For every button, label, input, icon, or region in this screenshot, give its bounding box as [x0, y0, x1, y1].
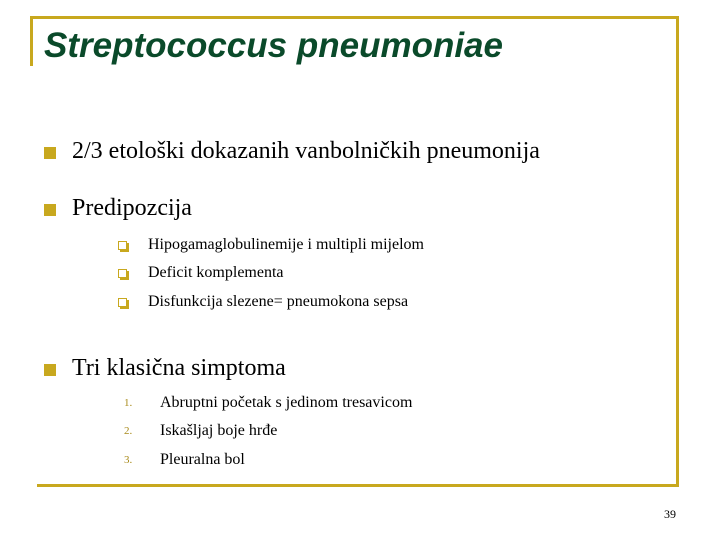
- item-number: 2.: [124, 425, 133, 437]
- bullet-text: Predipozcija: [72, 195, 192, 221]
- frame-right-line: [676, 16, 679, 486]
- page-number: 39: [664, 507, 676, 521]
- item-number: 1.: [124, 397, 133, 409]
- square-bullet-icon: [44, 364, 56, 376]
- numbered-text: Abruptni početak s jedinom tresavicom: [160, 394, 413, 411]
- item-number: 3.: [124, 454, 133, 466]
- numbered-text: Iskašljaj boje hrđe: [160, 422, 278, 439]
- bullet-text: Tri klasična simptoma: [72, 355, 286, 381]
- checkbox-bullet-icon: [118, 269, 127, 278]
- sub-bullet-text: Disfunkcija slezene= pneumokona sepsa: [148, 293, 409, 310]
- sub-bullet-text: Hipogamaglobulinemije i multipli mijelom: [148, 236, 424, 253]
- slide-title: Streptococcus pneumoniae: [44, 26, 503, 65]
- frame-bottom-line: [37, 484, 679, 487]
- bullet-text: 2/3 etološki dokazanih vanbolničkih pneumonija: [72, 138, 540, 164]
- sub-bullet-text: Deficit komplementa: [148, 264, 284, 281]
- frame-top-line: [30, 16, 678, 19]
- frame-left-line: [30, 16, 33, 66]
- square-bullet-icon: [44, 204, 56, 216]
- square-bullet-icon: [44, 147, 56, 159]
- numbered-text: Pleuralna bol: [160, 451, 245, 468]
- checkbox-bullet-icon: [118, 241, 127, 250]
- checkbox-bullet-icon: [118, 298, 127, 307]
